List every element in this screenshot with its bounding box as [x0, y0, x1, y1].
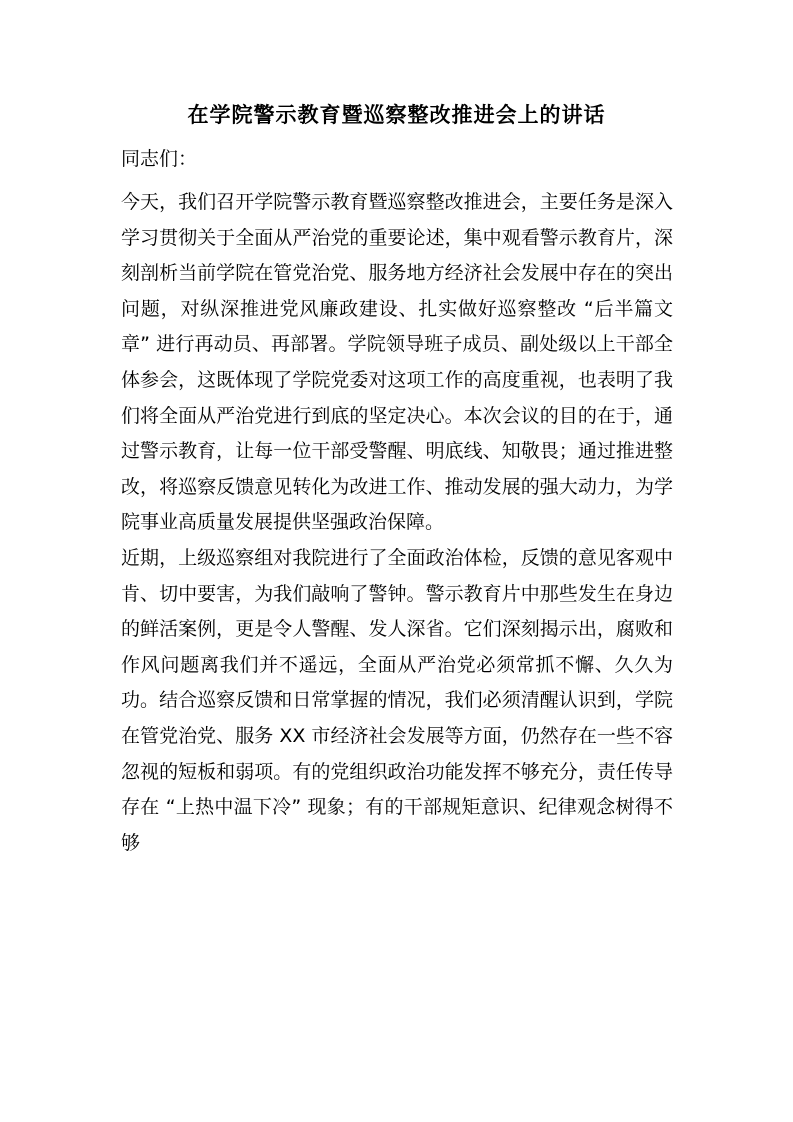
paragraph-2: 近期，上级巡察组对我院进行了全面政治体检，反馈的意见客观中肯、切中要害，为我们敲响了警钟。警示教育片中那些发生在身边的鲜活案例，更是令人警醒、发人深省。它们深刻揭示出，腐败和作风问题离我们并不遥远，全面从严治党必须常抓不懈、久久为功。结合巡察反馈和日常掌握的情况，我们必须清醒认识到，学院在管党治党、服务 XX 市经济社会发展等方面，仍然存在一些不容忽视的短板和弱项。有的党组织政治功能发挥不够充分，责任传导存在 “上热中温下冷” 现象；有的干部规矩意识、纪律观念树得不够 — [121, 546, 673, 854]
document-title: 在学院警示教育暨巡察整改推进会上的讲话 — [187, 102, 606, 127]
salutation: 同志们： — [121, 148, 198, 170]
document-body — [121, 185, 673, 861]
paragraph-1: 今天，我们召开学院警示教育暨巡察整改推进会，主要任务是深入学习贯彻关于全面从严治党的重要论述，集中观看警示教育片，深刻剖析当前学院在管党治党、服务地方经济社会发展中存在的突出问题，对纵深推进党风廉政建设、扎实做好巡察整改 “后半篇文章” 进行再动员、再部署。学院领导班子成员、副处级以上干部全体参会，这既体现了学院党委对这项工作的高度重视，也表明了我们将全面从严治党进行到底的坚定决心。本次会议的目的在于，通过警示教育，让每一位干部受警醒、明底线、知敬畏；通过推进整改，将巡察反馈意见转化为改进工作、推动发展的强大动力，为学院事业高质量发展提供坚强政治保障。 — [121, 191, 673, 534]
